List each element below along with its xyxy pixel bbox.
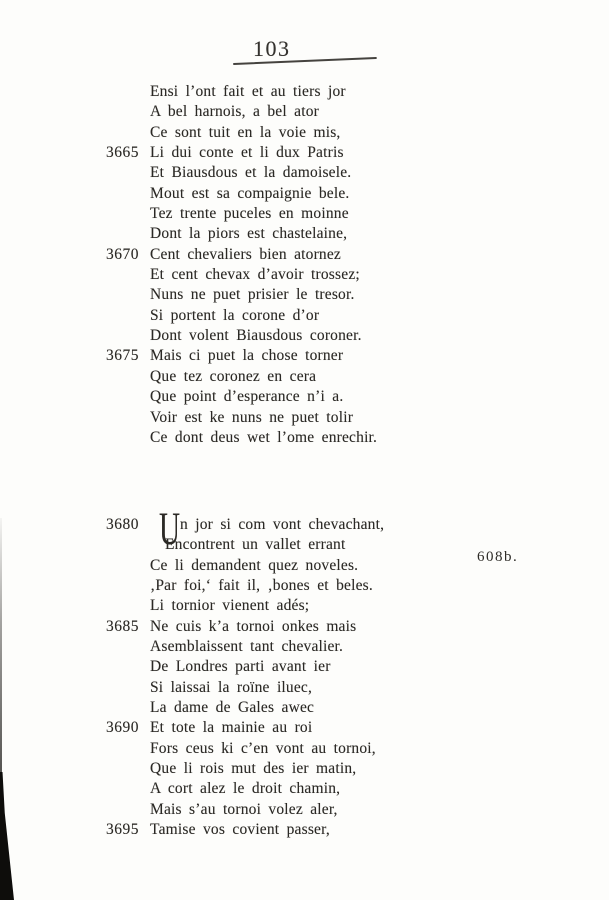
verse-line: [106, 387, 377, 407]
verse-text: Ensi l’ont fait et au tiers jor: [150, 83, 346, 100]
verse-text: Si laissai la roïne iluec,: [150, 678, 313, 696]
verse-line: [106, 759, 384, 779]
verse-text: Asemblaissent tant chevalier.: [150, 638, 344, 656]
verse-text: Dont volent Biausdous coroner.: [150, 327, 362, 345]
verse-line: [106, 617, 384, 637]
verse-line: [106, 556, 384, 576]
verse-line: [106, 224, 377, 244]
drop-cap-initial: U: [159, 503, 181, 555]
verse-line: [106, 637, 384, 657]
verse-line: [106, 326, 377, 346]
verse-line-number: 3675: [106, 347, 139, 365]
verse-text: Si portent la corone d’or: [150, 306, 320, 324]
verse-text: Que tez coronez en cera: [150, 367, 317, 385]
verse-text: A bel harnois, a bel ator: [150, 103, 319, 121]
verse-line: [106, 346, 377, 366]
verse-text: A cort alez le droit chamin,: [150, 780, 341, 798]
verse-line: [106, 596, 384, 616]
verse-text: Que li rois mut des ier matin,: [150, 760, 357, 778]
verse-text: Cent chevaliers bien atornez: [150, 245, 341, 263]
verse-text-after-cap: n jor si com vont chevachant,: [180, 516, 385, 533]
verse-text: Li dui conte et li dux Patris: [150, 144, 344, 162]
verse-line: [106, 739, 384, 759]
verse-line: [106, 408, 377, 428]
verse-text: Nuns ne puet prisier le tresor.: [150, 286, 355, 304]
verse-line: [106, 576, 384, 596]
verse-text: Tamise vos covient passer,: [150, 821, 330, 839]
verse-text: Tez trente puceles en moinne: [150, 205, 349, 223]
verse-text: Ne cuis k’a tornoi onkes mais: [150, 617, 357, 635]
verse-line: [106, 698, 384, 718]
verse-line: [106, 678, 384, 698]
verse-line: [106, 245, 377, 265]
verse-line: [106, 82, 377, 102]
scan-edge-shadow: [0, 518, 2, 778]
stanza: [106, 82, 377, 448]
verse-line-number: 3685: [106, 617, 139, 635]
verse-text: Et tote la mainie au roi: [150, 719, 313, 737]
verse-line: [106, 102, 377, 122]
verse-line: [106, 718, 384, 738]
verse-text: Fors ceus ki c’en vont au tornoi,: [150, 739, 376, 757]
verse-line-number: 3690: [106, 719, 139, 737]
page-number: 103: [253, 36, 291, 61]
verse-line-number: 3670: [106, 245, 139, 263]
verse-line: [106, 285, 377, 305]
verse-text: Encontrent un vallet errant: [165, 536, 346, 554]
verse-line: [106, 779, 384, 799]
verse-text: Voir est ke nuns ne puet tolir: [150, 408, 354, 426]
verse-line-number: 3695: [106, 821, 139, 839]
verse-text: Que point d’esperance n’i a.: [150, 388, 344, 406]
verse-line: [106, 306, 377, 326]
verse-line: [106, 265, 377, 285]
verse-line: [106, 184, 377, 204]
folio-margin-note: 608b.: [477, 549, 519, 565]
verse-text: Mais ci puet la chose torner: [150, 347, 344, 365]
verse-line: [106, 204, 377, 224]
verse-text: Et Biausdous et la damoisele.: [150, 164, 352, 182]
verse-text: Ce dont deus wet l’ome enrechir.: [150, 428, 378, 446]
verse-line-number: 3680: [106, 516, 139, 533]
verse-line: [106, 800, 384, 820]
verse-line: [106, 820, 384, 840]
verse-line: [106, 163, 377, 183]
scan-edge-shadow: [0, 772, 14, 900]
stanza: [106, 503, 385, 841]
verse-text: Et cent chevax d’avoir trossez;: [150, 266, 360, 284]
verse-line: [106, 367, 377, 387]
verse-line: [106, 123, 377, 143]
verse-line: [106, 143, 377, 163]
verse-line: [106, 428, 377, 448]
verse-text: De Londres parti avant ier: [150, 658, 331, 676]
verse-text: Li tornior vienent adés;: [150, 597, 310, 615]
verse-text: Ce li demandent quez noveles.: [150, 556, 359, 574]
verse-text: ‚Par foi,‘ fait il, ‚bones et beles.: [150, 577, 373, 595]
verse-text: Ce sont tuit en la voie mis,: [150, 123, 341, 141]
verse-text: La dame de Gales awec: [150, 699, 315, 717]
verse-line: [106, 535, 384, 555]
verse-line-number: 3665: [106, 144, 139, 162]
verse-text: Mout est sa compaignie bele.: [150, 184, 350, 202]
verse-text: Mais s’au tornoi volez aler,: [150, 800, 338, 818]
verse-line: [106, 657, 384, 677]
verse-text: Dont la piors est chastelaine,: [150, 225, 348, 243]
